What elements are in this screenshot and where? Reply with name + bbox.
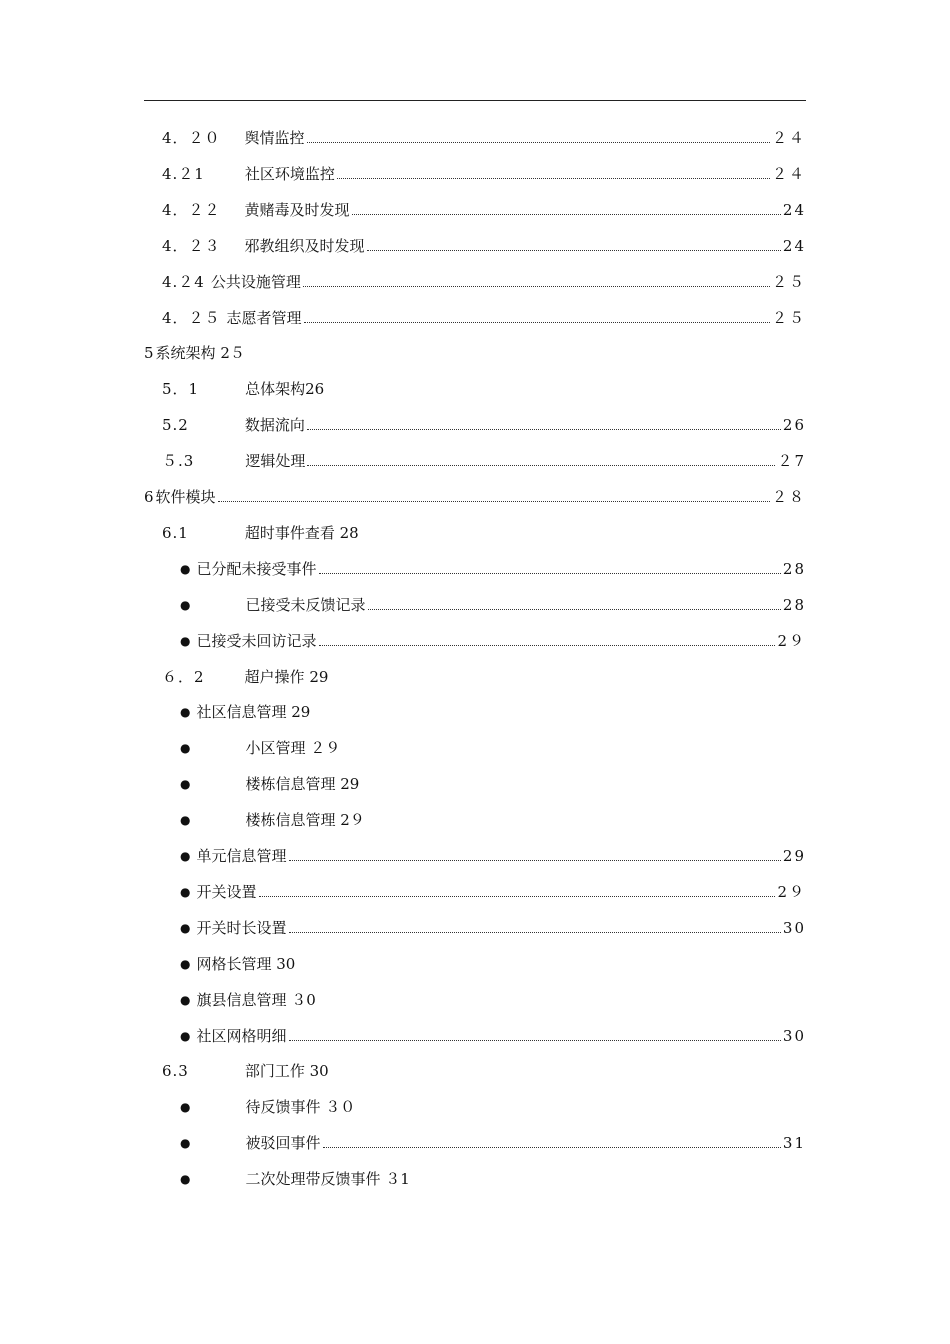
dot-leader: [352, 213, 781, 215]
toc-entry-title: 已分配未接受事件: [196, 559, 317, 578]
toc-entry[interactable]: [162, 270, 806, 292]
toc-entry[interactable]: [144, 341, 806, 363]
toc-entry[interactable]: [180, 629, 806, 651]
toc-entry[interactable]: [144, 485, 806, 507]
toc-entry[interactable]: [162, 162, 806, 184]
toc-entry-title: 单元信息管理: [196, 847, 287, 865]
dot-leader: [218, 500, 770, 502]
section-number: 6.1: [162, 523, 189, 542]
toc-entry[interactable]: [180, 1024, 806, 1046]
bullet-marker: ●: [180, 705, 191, 720]
toc-entry-title: 已接受未回访记录: [196, 631, 317, 650]
toc-page-number: 2９: [777, 631, 806, 650]
header-rule: [144, 100, 806, 101]
toc-entry[interactable]: [162, 413, 806, 435]
toc-page-number: 28: [782, 595, 806, 614]
toc-entry-title: 逻辑处理: [245, 452, 306, 471]
section-number: 4．２５: [162, 308, 221, 327]
toc-entry-title: 小区管理 ２９: [245, 739, 341, 758]
bullet-marker: ●: [180, 741, 191, 756]
bullet-marker: ●: [180, 561, 191, 576]
bullet-marker: ●: [180, 633, 191, 648]
toc-entry-title: 邪教组织及时发现: [244, 236, 365, 255]
section-number: 4．２３: [162, 236, 221, 255]
dot-leader: [337, 177, 770, 179]
toc-entry[interactable]: [180, 844, 806, 866]
bullet-marker: ●: [180, 920, 191, 935]
toc-page-number: 29: [782, 847, 806, 865]
toc-entry-title: 部门工作 30: [244, 1062, 329, 1081]
section-number: 4．２２: [162, 200, 221, 219]
dot-leader: [289, 931, 781, 933]
dot-leader: [319, 644, 776, 646]
toc-entry-title: 超户操作 29: [244, 667, 329, 686]
bullet-marker: ●: [180, 1028, 191, 1043]
toc-entry[interactable]: [180, 1095, 806, 1117]
toc-entry[interactable]: [162, 126, 806, 148]
toc-entry[interactable]: [180, 700, 806, 722]
toc-entry[interactable]: [180, 952, 806, 974]
bullet-marker: ●: [180, 1136, 191, 1151]
toc-page-number: 30: [782, 1026, 806, 1045]
toc-page-number: ２５: [771, 272, 806, 291]
toc-entry[interactable]: [180, 1131, 806, 1153]
section-number: ６．2: [162, 667, 205, 686]
toc-page-number: ２7: [777, 452, 806, 471]
dot-leader: [323, 1146, 781, 1148]
dot-leader: [304, 321, 770, 323]
toc-page-number: 31: [782, 1134, 806, 1153]
toc-entry-title: 二次处理带反馈事件 ３1: [245, 1170, 410, 1189]
toc-entry-title: 数据流向: [244, 416, 305, 435]
toc-page-number: 28: [782, 559, 806, 578]
dot-leader: [259, 895, 776, 897]
bullet-marker: ●: [180, 956, 191, 971]
toc-entry[interactable]: [162, 377, 806, 399]
section-number: ５.3: [162, 452, 195, 471]
toc-entry-title: 开关设置: [196, 882, 257, 901]
dot-leader: [367, 249, 781, 251]
toc-entry[interactable]: [180, 808, 806, 830]
bullet-marker: ●: [180, 813, 191, 828]
toc-page-number: 26: [782, 416, 806, 435]
toc-page-number: ２５: [771, 308, 806, 327]
toc-entry-title: 超时事件查看 28: [244, 523, 359, 542]
toc-entry[interactable]: [180, 557, 806, 579]
toc-entry[interactable]: [162, 665, 806, 687]
dot-leader: [307, 428, 781, 430]
toc-entry-title: 网格长管理 30: [196, 954, 296, 973]
dot-leader: [319, 572, 781, 574]
toc-entry-title: 已接受未反馈记录: [245, 595, 366, 614]
toc-entry-title: 志愿者管理: [226, 308, 302, 327]
toc-entry-title: 社区信息管理 29: [196, 703, 311, 722]
section-number: 5．1: [162, 380, 200, 399]
toc-page-number: 2９: [777, 882, 806, 901]
toc-entry[interactable]: [180, 916, 806, 938]
section-number: 4．２０: [162, 129, 221, 147]
section-number: 4.２4: [162, 272, 205, 291]
toc-entry-title: 待反馈事件 ３０: [245, 1098, 356, 1117]
toc-entry[interactable]: [180, 736, 806, 758]
bullet-marker: ●: [180, 777, 191, 792]
toc-page-number: ２８: [771, 488, 806, 506]
bullet-marker: ●: [180, 1100, 191, 1115]
toc-entry-title: 黄赌毒及时发现: [244, 200, 350, 219]
toc-entry-title: 系统架构 2５: [155, 344, 245, 363]
toc-entry[interactable]: [180, 988, 806, 1010]
toc-entry-title: 软件模块: [155, 488, 216, 506]
bullet-marker: ●: [180, 884, 191, 899]
dot-leader: [289, 1039, 781, 1041]
dot-leader: [307, 464, 775, 466]
toc-page-number: ２４: [771, 129, 806, 147]
section-number: 6: [144, 488, 155, 506]
bullet-marker: ●: [180, 992, 191, 1007]
toc-entry[interactable]: [180, 1167, 806, 1189]
bullet-marker: ●: [180, 849, 191, 863]
toc-entry[interactable]: [180, 593, 806, 615]
section-number: 5: [144, 344, 155, 363]
toc-entry-title: 被驳回事件: [245, 1134, 321, 1153]
toc-entry-title: 社区网格明细: [196, 1026, 287, 1045]
dot-leader: [303, 285, 770, 287]
toc-entry[interactable]: [180, 772, 806, 794]
bullet-marker: ●: [180, 597, 191, 612]
toc-page-number: ２４: [771, 164, 806, 183]
toc-entry-title: 开关时长设置: [196, 918, 287, 937]
dot-leader: [307, 141, 770, 143]
toc-entry-title: 公共设施管理: [210, 272, 301, 291]
dot-leader: [368, 608, 781, 610]
dot-leader: [289, 859, 781, 861]
toc-entry-title: 舆情监控: [244, 129, 305, 147]
toc-entry[interactable]: [162, 1059, 806, 1081]
toc-page-number: 30: [782, 918, 806, 937]
section-number: 5.2: [162, 416, 189, 435]
toc-entry-title: 楼栋信息管理 29: [245, 775, 360, 794]
toc-page-number: 24: [782, 236, 806, 255]
section-number: 6.3: [162, 1062, 189, 1081]
toc-entry-title: 总体架构26: [245, 380, 325, 399]
toc-entry[interactable]: [162, 234, 806, 256]
toc-entry-title: 社区环境监控: [244, 164, 335, 183]
toc-entry-title: 旗县信息管理 ３0: [196, 990, 316, 1009]
toc-entry[interactable]: [162, 198, 806, 220]
toc-entry-title: 楼栋信息管理 2９: [245, 811, 365, 830]
toc-page-number: 24: [782, 200, 806, 219]
toc-entry[interactable]: [162, 306, 806, 328]
toc-entry[interactable]: [162, 521, 806, 543]
section-number: 4.２1: [162, 164, 205, 183]
toc-entry[interactable]: [180, 880, 806, 902]
bullet-marker: ●: [180, 1172, 191, 1187]
toc-entry[interactable]: [162, 449, 806, 471]
